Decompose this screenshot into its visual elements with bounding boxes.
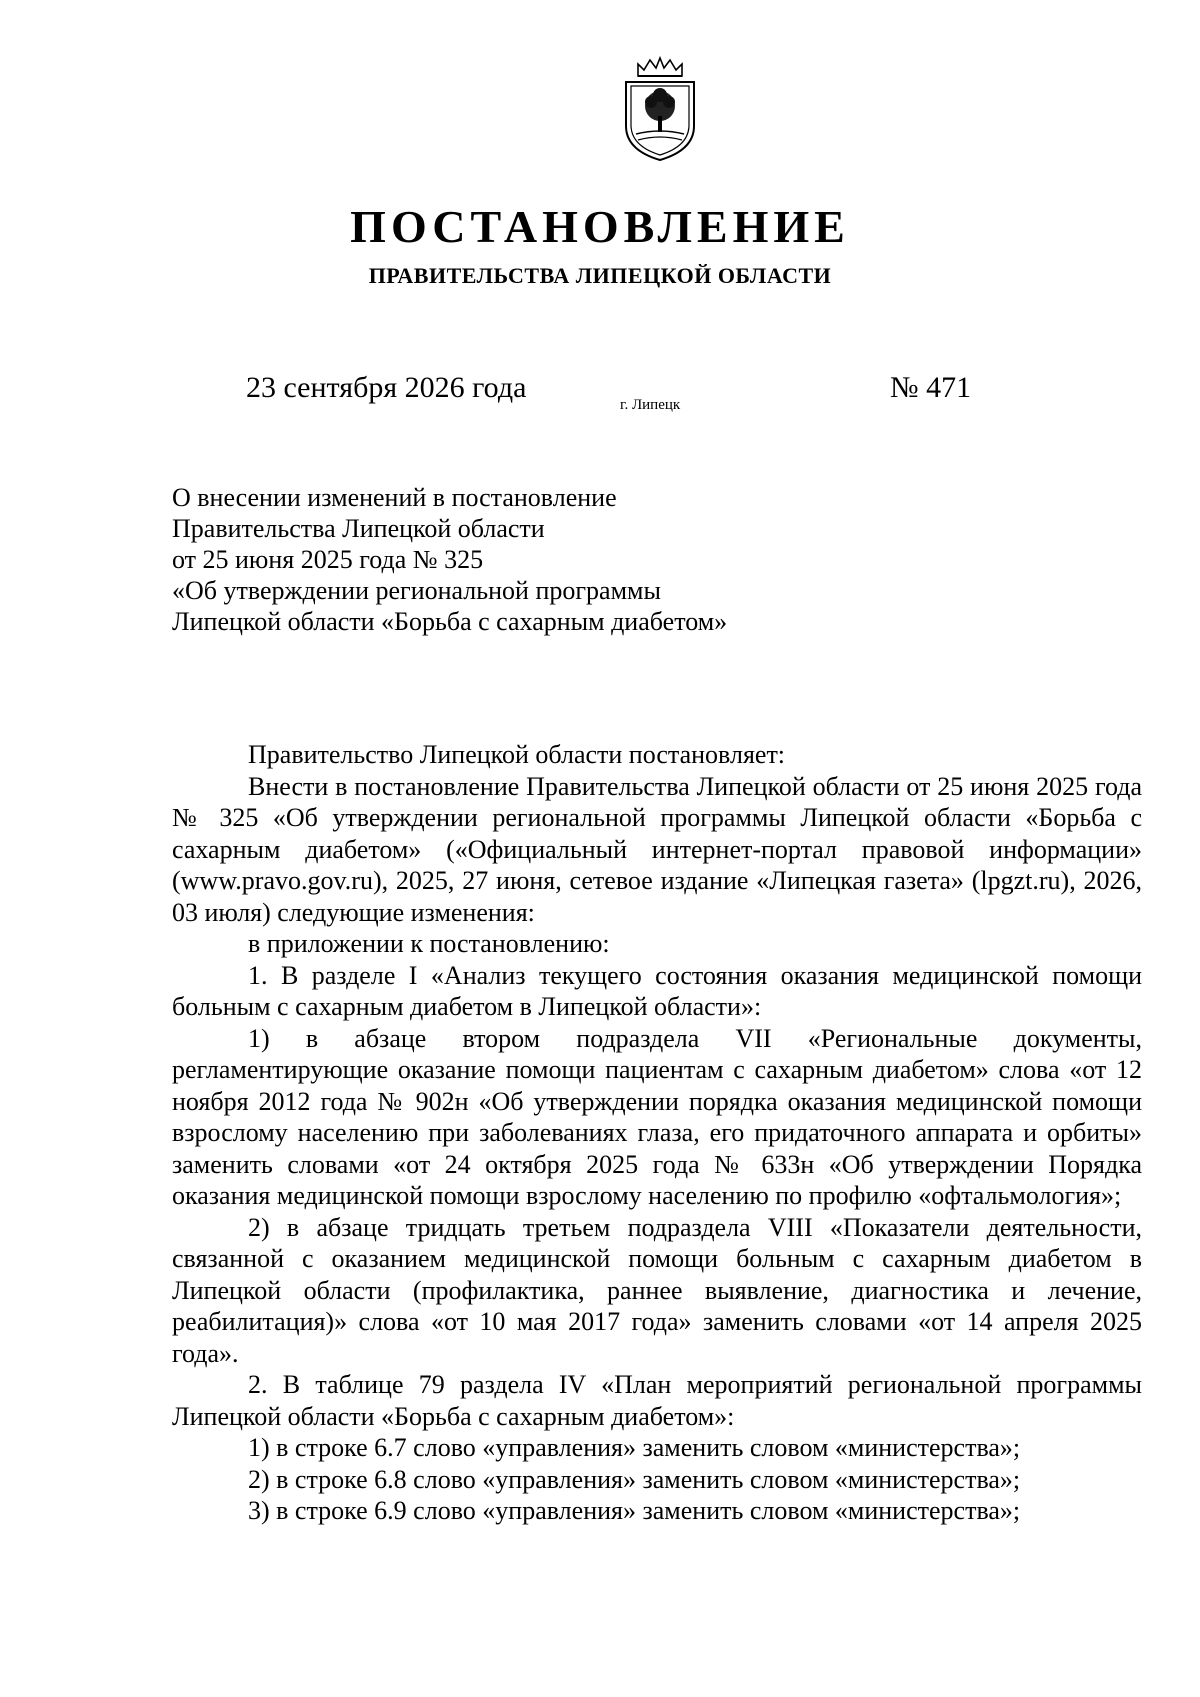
document-heading: [172, 482, 892, 637]
document-city: г. Липецк: [620, 397, 681, 413]
heading-line: «Об утверждении региональной программы: [172, 576, 661, 605]
body-paragraph: 1) в строке 6.7 слово «управления» заменить словом «министерства»;: [248, 1433, 1021, 1462]
heading-line: Липецкой области «Борьба с сахарным диабетом»: [172, 607, 728, 636]
heading-line: от 25 июня 2025 года № 325: [172, 545, 484, 574]
body-paragraph: в приложении к постановлению:: [248, 929, 610, 958]
body-paragraph: Правительство Липецкой области постановляет:: [248, 740, 786, 769]
document-subtitle: ПРАВИТЕЛЬСТВА ЛИПЕЦКОЙ ОБЛАСТИ: [368, 263, 832, 288]
body-paragraph: 2) в строке 6.8 слово «управления» заменить словом «министерства»;: [248, 1464, 1021, 1494]
body-paragraph: 3) в строке 6.9 слово «управления» заменить словом «министерства»;: [248, 1496, 1021, 1525]
heading-line: Правительства Липецкой области: [172, 514, 545, 543]
document-date: 23 сентября 2026 года: [246, 371, 527, 404]
heading-line: О внесении изменений в постановление: [172, 483, 617, 512]
document-body: [172, 739, 1142, 1527]
body-paragraph: 1. В разделе I «Анализ текущего состояния оказания медицинской помощи больным с сахарным диабетом в Липецкой области»:: [172, 960, 1142, 1021]
document-title: ПОСТАНОВЛЕНИЕ: [350, 201, 850, 252]
body-paragraph: Внести в постановление Правительства Липецкой области от 25 июня 2025 года № 325 «Об утверждении региональной программы Липецкой области «Борьба с сахарным диабетом» («Официальный интернет-портал правовой информации» (www.pravo.gov.ru), 2025, 27 июня, сетевое издание «Липецкая газета» (lpgzt.ru), 2026, 03 июля) следующие изменения:: [172, 771, 1142, 927]
body-paragraph: 2. В таблице 79 раздела IV «План мероприятий региональной программы Липецкой области «Борьба с сахарным диабетом»:: [172, 1370, 1142, 1431]
coat-of-arms-emblem: [620, 54, 700, 164]
body-paragraph: 2) в абзаце тридцать третьем подраздела VIII «Показатели деятельности, связанной с оказанием медицинской помощи больным с сахарным диабетом в Липецкой области (профилактика, раннее выявление, диагностика и лечение, реабилитация)» слова «от 10 мая 2017 года» заменить словами «от 14 апреля 2025 года».: [172, 1212, 1142, 1368]
document-number: № 471: [890, 371, 972, 404]
body-paragraph: 1) в абзаце втором подраздела VII «Региональные документы, регламентирующие оказание помощи пациентам с сахарным диабетом» слова «от 12 ноября 2012 года № 902н «Об утверждении порядка оказания медицинской помощи взрослому населению при заболеваниях глаза, его придаточного аппарата и орбиты» заменить словами «от 24 октября 2025 года № 633н «Об утверждении Порядка оказания медицинской помощи взрослому населению по профилю «офтальмология»;: [172, 1023, 1142, 1210]
